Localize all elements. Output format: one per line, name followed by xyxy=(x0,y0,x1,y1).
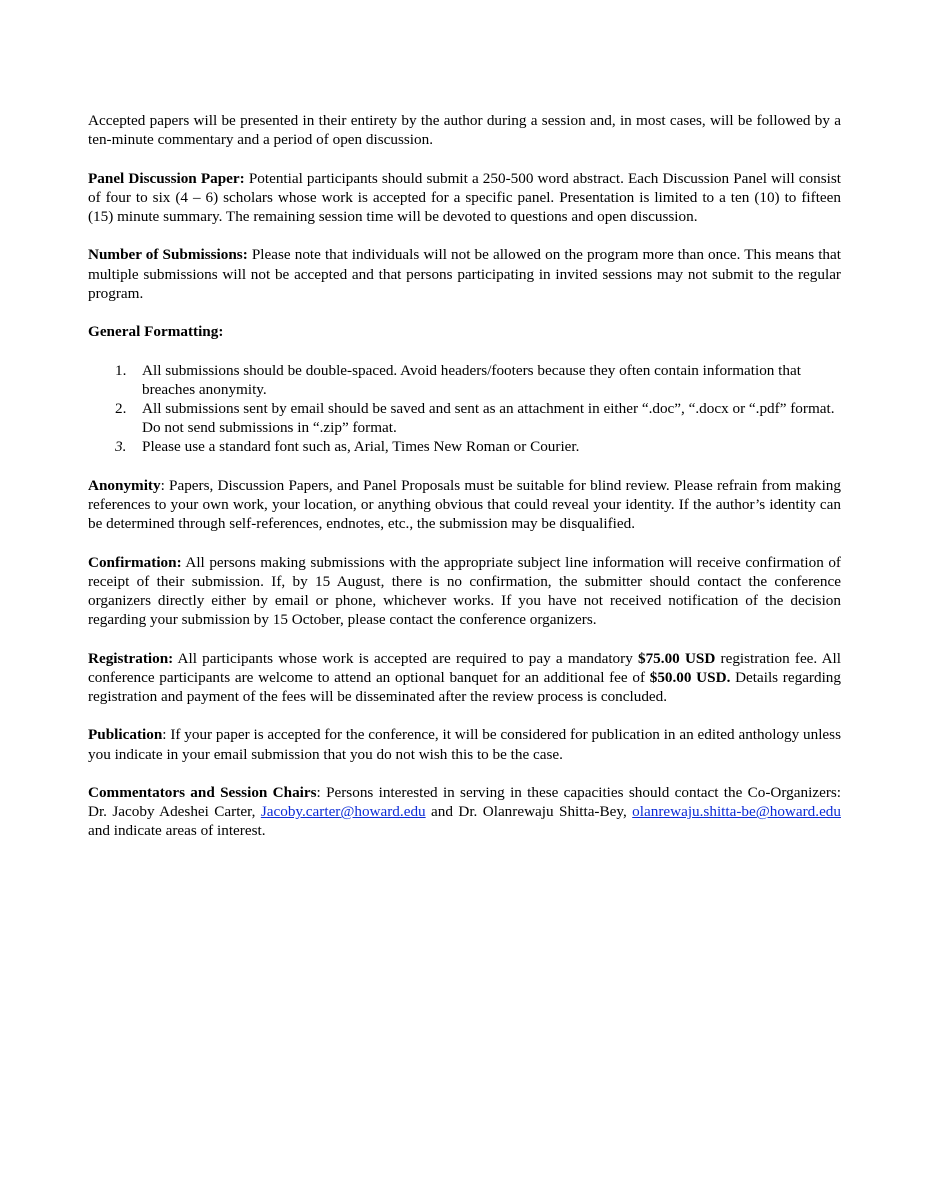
list-item-number: 2. xyxy=(115,399,127,417)
anonymity-label: Anonymity xyxy=(88,476,161,494)
anonymity-paragraph xyxy=(88,476,841,534)
confirmation-paragraph xyxy=(88,553,841,630)
anonymity-text: : Papers, Discussion Papers, and Panel Proposals must be suitable for blind review. Please refrain from making references to your own work, your location, or anything obvious that could reveal your identity. If the author’s identity can be determined through self-references, endnotes, etc., the submission may be disqualified. xyxy=(88,476,841,533)
banquet-fee-amount: $50.00 USD. xyxy=(649,668,731,686)
publication-label: Publication xyxy=(88,726,163,744)
number-of-submissions-label: Number of Submissions: xyxy=(88,246,248,264)
confirmation-text: All persons making submissions with the appropriate subject line information will receive confirmation of receipt of their submission. If, by 15 August, there is no confirmation, the submitter should contact the conference organizers directly either by email or phone, whichever works. If you have not received notification of the decision regarding your submission by 15 October, please contact the conference organizers. xyxy=(88,553,841,629)
registration-fee-amount: $75.00 USD xyxy=(637,649,716,667)
commentators-paragraph xyxy=(88,783,841,841)
formatting-list xyxy=(88,361,841,457)
registration-label: Registration: xyxy=(88,649,174,667)
publication-paragraph xyxy=(88,725,841,763)
list-item xyxy=(88,361,841,399)
general-formatting-heading: General Formatting: xyxy=(88,323,224,341)
registration-text-3: Details regarding registration and payment of the fees will be disseminated after the review process is concluded. xyxy=(88,668,841,705)
document-page xyxy=(88,111,841,860)
carter-email-link[interactable]: Jacoby.carter@howard.edu xyxy=(260,803,426,821)
panel-discussion-label: Panel Discussion Paper: xyxy=(88,169,245,187)
confirmation-label: Confirmation: xyxy=(88,553,182,571)
registration-paragraph xyxy=(88,649,841,707)
intro-paragraph: Accepted papers will be presented in their entirety by the author during a session and, in most cases, will be followed by a ten-minute commentary and a period of open discussion. xyxy=(88,112,841,149)
list-item-text: Please use a standard font such as, Arial, Times New Roman or Courier. xyxy=(142,438,580,456)
list-item-number: 3. xyxy=(115,438,127,456)
registration-text-1: All participants whose work is accepted are required to pay a mandatory xyxy=(173,649,638,667)
number-of-submissions-text: Please note that individuals will not be allowed on the program more than once. This means that multiple submissions will not be accepted and that persons participating in invited sessions may not submit to the regular program. xyxy=(88,246,841,302)
commentators-text-1: : Persons interested in serving in these capacities should contact the Co-Organizers: Dr. Jacoby Adeshei Carter, xyxy=(88,783,842,821)
commentators-text-3: and indicate areas of interest. xyxy=(88,822,266,840)
panel-discussion-text: Potential participants should submit a 250-500 word abstract. Each Discussion Panel will consist of four to six (4 – 6) scholars whose work is accepted for a specific panel. Presentation is limited to a ten (10) to fifteen (15) minute summary. The remaining session time will be devoted to questions and open discussion. xyxy=(88,169,841,225)
list-item xyxy=(88,399,841,437)
publication-text: : If your paper is accepted for the conference, it will be considered for publication in an edited anthology unless you indicate in your email submission that you do not wish this to be the case. xyxy=(88,726,841,763)
panel-discussion-paragraph xyxy=(88,169,841,227)
list-item-text: All submissions should be double-spaced. Avoid headers/footers because they often contain information that breaches anonymity. xyxy=(142,361,801,398)
commentators-label: Commentators and Session Chairs xyxy=(88,783,317,801)
shitta-bey-email-link[interactable]: olanrewaju.shitta-be@howard.edu xyxy=(632,803,841,821)
registration-text-2: registration fee. All conference participants are welcome to attend an optional banquet for an additional fee of xyxy=(88,649,841,686)
commentators-text-2: and Dr. Olanrewaju Shitta-Bey, xyxy=(425,803,633,821)
list-item xyxy=(88,437,841,456)
list-item-text: All submissions sent by email should be saved and sent as an attachment in either “.doc”, “.docx or “.pdf” format. Do not send submissions in “.zip” format. xyxy=(142,399,835,437)
number-of-submissions-paragraph xyxy=(88,245,841,303)
list-item-number: 1. xyxy=(115,361,127,379)
